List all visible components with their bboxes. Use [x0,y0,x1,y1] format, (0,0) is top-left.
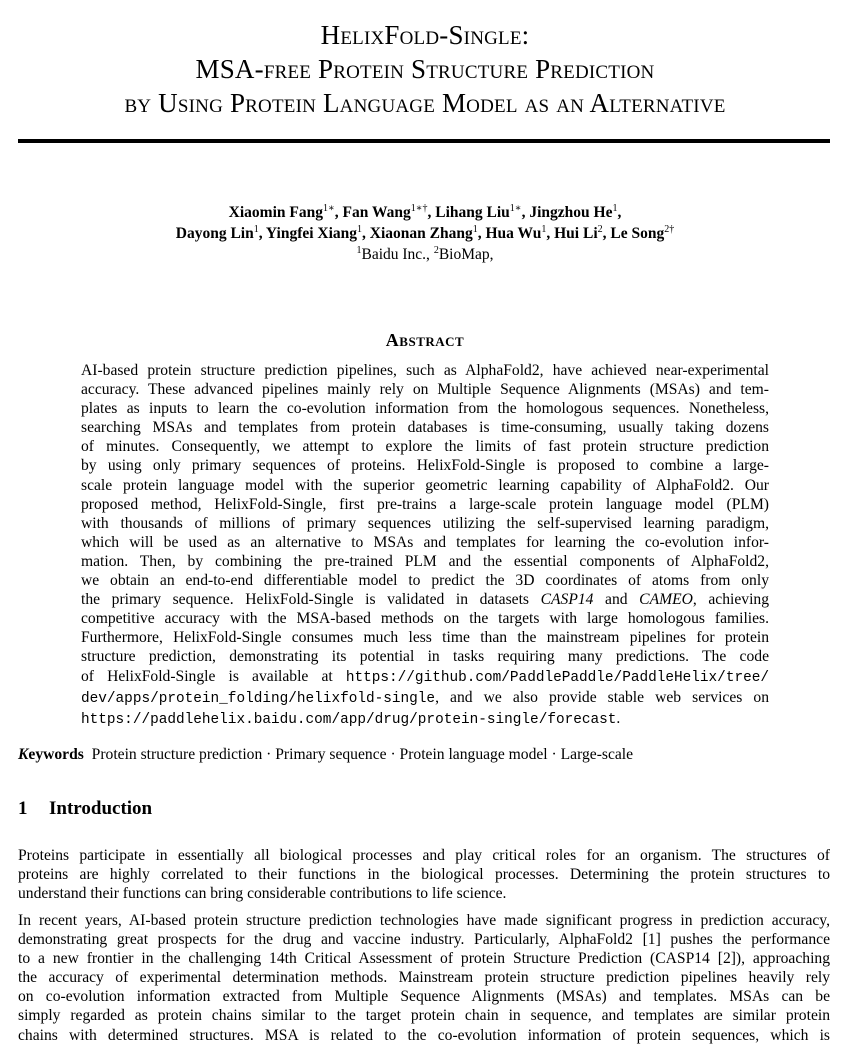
keywords-text: Protein structure prediction · Primary sequence · Protein language model · Large-scale [91,746,634,763]
paragraph-line: Proteins participate in essentially all biological processes and play critical roles for an organism. The structures of [18,847,830,864]
author: Hua Wu$^1$, [485,224,551,242]
abstract-line: scale protein language model with the superior geometric learning capability of AlphaFold2. Our [81,476,769,494]
author: Xiaonan Zhang$^1$, [369,224,482,242]
paragraph-line: the accuracy of experimental determination methods. Mainstream protein structure prediction pipelines heavily rely [18,969,830,987]
section-number: 1 [18,798,28,819]
abstract-line: AI-based protein structure prediction pipelines, such as AlphaFold2, have achieved near-experimental [81,362,769,379]
abstract-line: mation. Then, by combining the pre-trained PLM and the essential components of AlphaFold2, [81,552,769,570]
title-rule [18,139,830,143]
abstract-line: competitive accuracy with the MSA-based methods on the targets with large homologous families. [81,610,769,628]
author: Dayong Lin$^1$, [175,224,263,242]
dataset-name: CASP14 [540,591,594,609]
abstract-line: plates as inputs to learn the co-evolution information from the homologous sequences. Nonetheless, [81,400,769,418]
abstract-line: accuracy. These advanced pipelines mainly rely on Multiple Sequence Alignments (MSAs) and tem- [81,381,769,399]
affiliations [0,244,850,265]
code-url-link-cont[interactable]: dev/apps/protein_folding/helixfold-single [81,690,436,707]
section-title: Introduction [49,798,153,819]
paragraph-line: understand their functions can bring considerable contributions to life science. [18,885,507,903]
paragraph-line: on co-evolution information extracted from Multiple Sequence Alignments (MSAs) and templates. MSAs can be [18,988,830,1006]
author: Xiaomin Fang$^{1∗}$, [228,203,339,221]
paragraph-line: to a new frontier in the challenging 14th Critical Assessment of protein Structure Prediction (CASP14 [2]), approaching [18,950,830,968]
title-line-2: MSA-free Protein Structure Prediction [195,54,655,84]
keywords [18,746,633,764]
abstract-line: searching MSAs and templates from protein databases is time-consuming, usually taking dozens [81,419,769,437]
abstract-line: https://paddlehelix.baidu.com/app/drug/protein-single/forecast. [81,709,621,728]
intro-paragraph-1 [18,846,830,903]
paragraph-line: simply regarded as protein chains similar to the target protein chain in sequence, and templates are similar protein [18,1007,830,1025]
authors-line-1 [0,202,850,223]
abstract-line: structure prediction, demonstrating its potential in tasks requiring many predictions. The code [81,648,769,666]
author: Jingzhou He$^1$, [529,203,622,221]
abstract-line: we obtain an end-to-end differentiable model to predict the 3D coordinates of atoms from only [81,572,769,590]
title-line-3: by Using Protein Language Model as an Alternative [124,88,726,118]
paragraph-line: proteins are highly correlated to their functions in the biological processes. Determining the protein structures to [18,866,830,884]
author: Hui Li$^2$, [554,224,607,242]
web-service-link[interactable]: https://paddlehelix.baidu.com/app/drug/protein-single/forecast [81,711,617,728]
abstract-line: which will be used as an alternative to MSAs and templates for learning the co-evolution infor- [81,533,769,551]
abstract-line: proposed method, HelixFold-Single, first pre-trains a large-scale protein language model (PLM) [81,495,769,513]
author: Le Song$^{2\dagger}$ [610,224,675,242]
intro-paragraph-2 [18,911,830,1045]
abstract-line: of HelixFold-Single is available at https://github.com/PaddlePaddle/PaddleHelix/tree/ [81,667,769,686]
affiliation: $^2$BioMap, [433,245,494,263]
abstract-line: with thousands of millions of primary sequences utilizing the self-supervised learning paradigm, [81,514,769,532]
section-heading [18,798,152,820]
abstract-heading: Abstract [385,330,465,350]
title-line-1: HelixFold-Single: [320,20,530,50]
dataset-name: CAMEO [639,591,693,609]
keywords-label: Keywords [18,746,84,763]
paper-title [0,18,850,120]
abstract-line: dev/apps/protein_folding/helixfold-single, and we also provide stable web services on [81,688,769,707]
authors-line-2 [0,223,850,244]
author: Fan Wang$^{1∗\dagger}$, [342,203,432,221]
abstract-line: Furthermore, HelixFold-Single consumes much less time than the mainstream pipelines for protein [81,629,769,647]
author-block [0,202,850,265]
abstract-line: of minutes. Consequently, we attempt to explore the limits of fast protein structure prediction [81,438,769,456]
author: Yingfei Xiang$^1$, [265,224,366,242]
author: Lihang Liu$^{1∗}$, [435,203,526,221]
abstract-line: the primary sequence. HelixFold-Single is validated in datasets CASP14 and CAMEO, achieving [81,591,769,609]
paragraph-line: In recent years, AI-based protein structure prediction technologies have made significant progress in prediction accuracy, [18,912,830,929]
paragraph-line: demonstrating great prospects for the drug and vaccine industry. Particularly, AlphaFold2 [1] pushes the performance [18,931,830,949]
abstract-line: by using only primary sequences of proteins. HelixFold-Single is proposed to combine a large- [81,457,769,475]
affiliation: $^1$Baidu Inc., [356,245,430,263]
paragraph-line: chains with determined structures. MSA is related to the co-evolution information of protein sequences, which is [18,1026,830,1044]
abstract-body [81,361,769,730]
code-url-link[interactable]: https://github.com/PaddlePaddle/PaddleHelix/tree/ [345,669,769,686]
